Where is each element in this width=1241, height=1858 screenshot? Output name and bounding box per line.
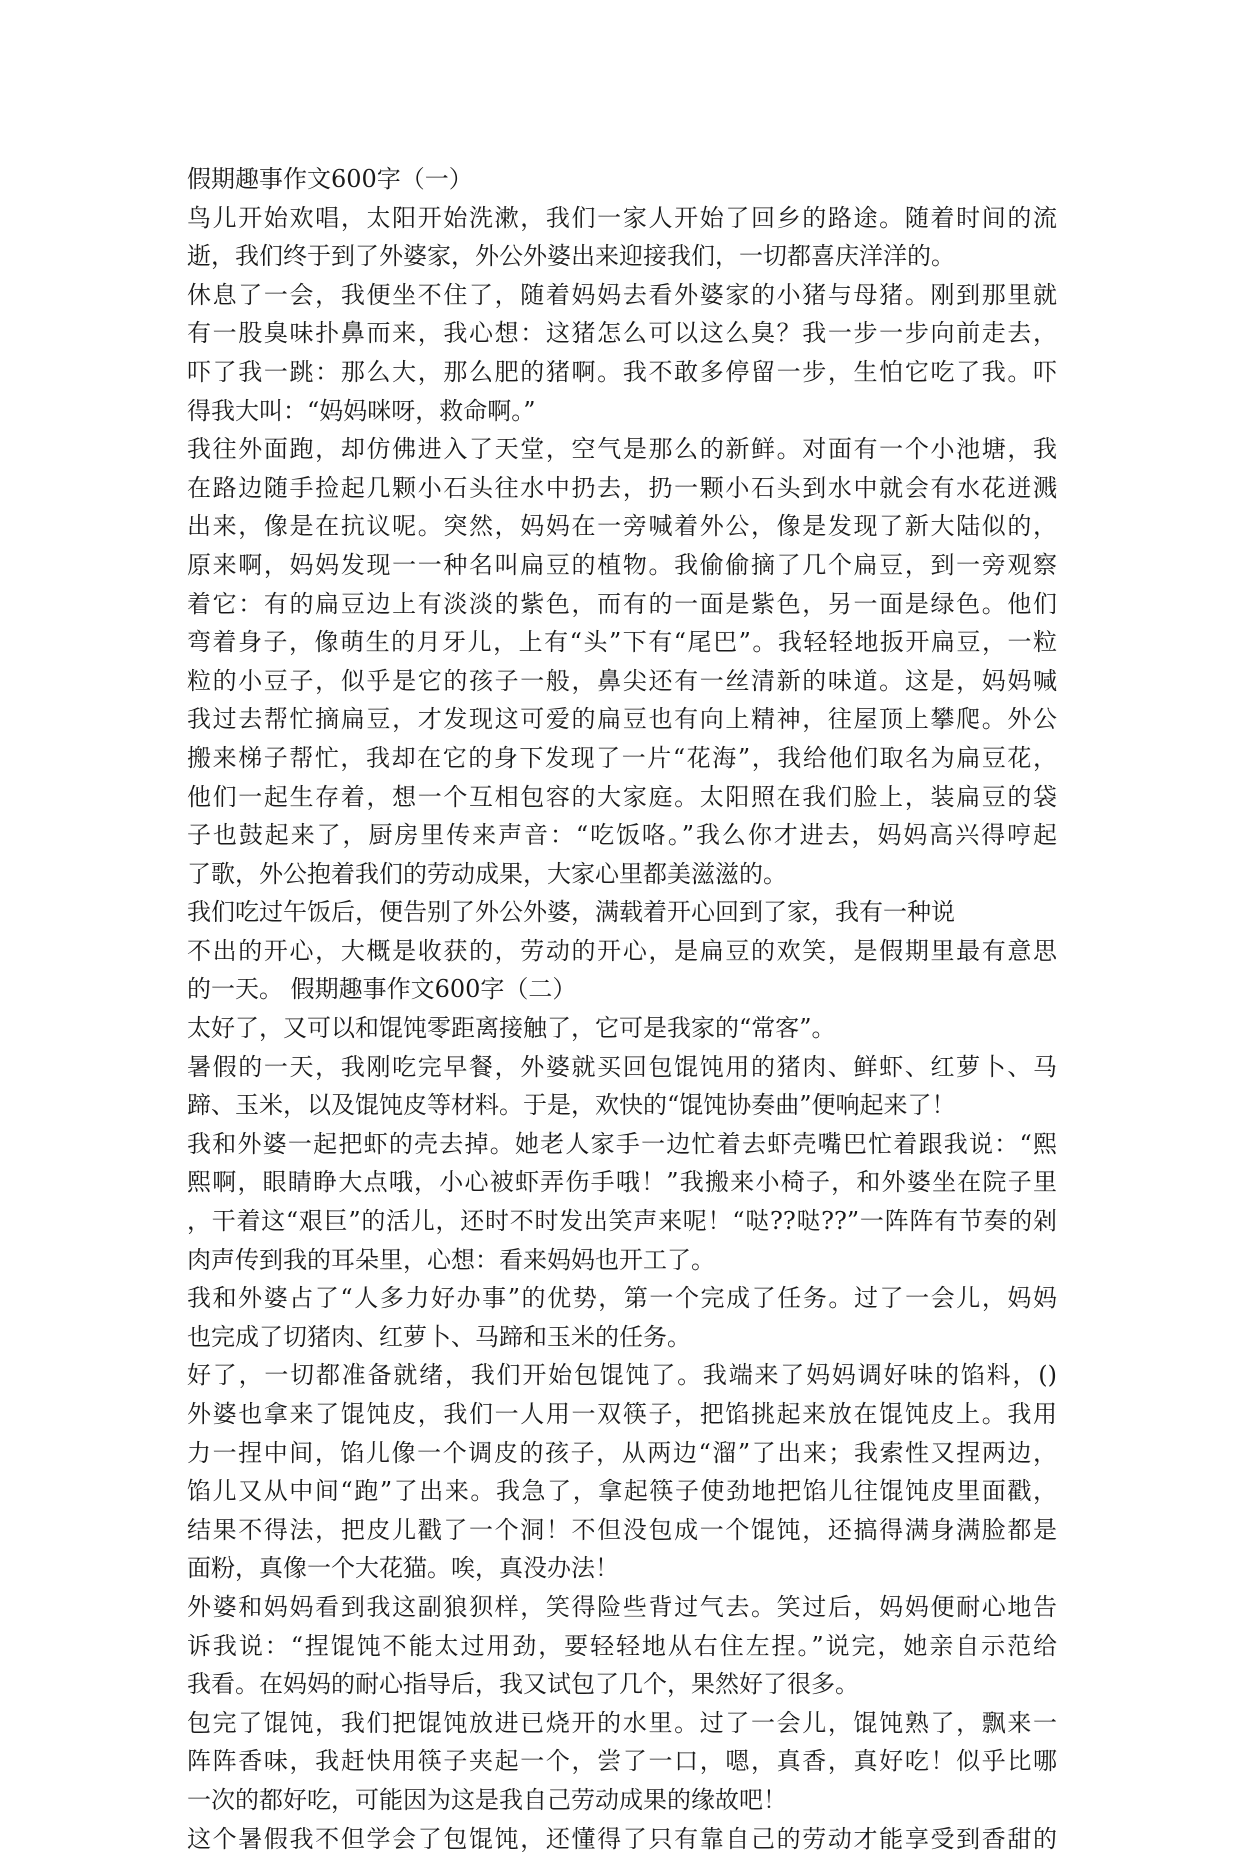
text-line: 面粉，真像一个大花猫。唉，真没办法！: [187, 1554, 619, 1583]
text-line: 外婆也拿来了馄饨皮，我们一人用一双筷子，把馅挑起来放在馄饨皮上。我用: [187, 1400, 1057, 1428]
text-line: 子也鼓起来了，厨房里传来声音：“吃饭咯。”我么你才进去，妈妈高兴得哼起: [187, 821, 1057, 850]
text-line: 我们吃过午饭后，便告别了外公外婆，满载着开心回到了家，我有一种说: [187, 898, 955, 927]
text-line: 出来，像是在抗议呢。突然，妈妈在一旁喊着外公，像是发现了新大陆似的，: [187, 512, 1057, 541]
text-line: 阵阵香味，我赶快用筷子夹起一个，尝了一口，嗯，真香，真好吃！似乎比哪: [187, 1747, 1057, 1776]
text-line: 这个暑假我不但学会了包馄饨，还懂得了只有靠自己的劳动才能享受到香甜的: [187, 1824, 1057, 1853]
text-line: 逝，我们终于到了外婆家，外公外婆出来迎接我们，一切都喜庆洋洋的。: [187, 242, 955, 271]
text-line: 我过去帮忙摘扁豆，才发现这可爱的扁豆也有向上精神，往屋顶上攀爬。外公: [187, 705, 1057, 734]
text-line: 好了，一切都准备就绪，我们开始包馄饨了。我端来了妈妈调好味的馅料，(): [187, 1361, 1057, 1390]
text-line: 不出的开心，大概是收获的，劳动的开心，是扁豆的欢笑，是假期里最有意思: [187, 936, 1057, 965]
text-line: 他们一起生存着，想一个互相包容的大家庭。太阳照在我们脸上，装扁豆的袋: [187, 782, 1057, 811]
text-line: ，干着这“艰巨”的活儿，还时不时发出笑声来呢！“哒??哒??”一阵阵有节奏的剁: [187, 1207, 1057, 1236]
text-line: 得我大叫：“妈妈咪呀，救命啊。”: [187, 396, 536, 425]
text-line: 在路边随手捡起几颗小石头往水中扔去，扔一颗小石头到水中就会有水花迸溅: [187, 473, 1057, 502]
text-line: 也完成了切猪肉、红萝卜、马蹄和玉米的任务。: [187, 1322, 691, 1351]
text-line: 搬来梯子帮忙，我却在它的身下发现了一片“花海”，我给他们取名为扁豆花，: [187, 743, 1057, 772]
text-line: 太好了，又可以和馄饨零距离接触了，它可是我家的“常客”。: [187, 1014, 836, 1043]
text-line: 休息了一会，我便坐不住了，随着妈妈去看外婆家的小猪与母猪。刚到那里就: [187, 280, 1057, 309]
text-line: 原来啊，妈妈发现一一种名叫扁豆的植物。我偷偷摘了几个扁豆，到一旁观察: [187, 550, 1057, 579]
text-line: 结果不得法，把皮儿戳了一个洞！不但没包成一个馄饨，还搞得满身满脸都是: [187, 1515, 1057, 1544]
text-line: 蹄、玉米，以及馄饨皮等材料。于是，欢快的“馄饨协奏曲”便响起来了！: [187, 1091, 956, 1120]
text-line: 鸟儿开始欢唱，太阳开始洗漱，我们一家人开始了回乡的路途。随着时间的流: [187, 203, 1057, 232]
text-line: 我和外婆一起把虾的壳去掉。她老人家手一边忙着去虾壳嘴巴忙着跟我说：“熙: [187, 1129, 1057, 1158]
text-line: 肉声传到我的耳朵里，心想：看来妈妈也开工了。: [187, 1245, 715, 1274]
document-page: [187, 160, 1057, 1858]
text-line: 力一捏中间，馅儿像一个调皮的孩子，从两边“溜”了出来；我索性又捏两边，: [187, 1438, 1057, 1467]
text-line: 我往外面跑，却仿佛进入了天堂，空气是那么的新鲜。对面有一个小池塘，我: [187, 435, 1057, 464]
text-line: 一次的都好吃，可能因为这是我自己劳动成果的缘故吧！: [187, 1785, 787, 1814]
text-line: 外婆和妈妈看到我这副狼狈样，笑得险些背过气去。笑过后，妈妈便耐心地告: [187, 1592, 1057, 1621]
text-line: 包完了馄饨，我们把馄饨放进已烧开的水里。过了一会儿，馄饨熟了，飘来一: [187, 1708, 1057, 1737]
text-line: 吓了我一跳：那么大，那么肥的猪啊。我不敢多停留一步，生怕它吃了我。吓: [187, 357, 1057, 386]
text-line: 馅儿又从中间“跑”了出来。我急了，拿起筷子使劲地把馅儿往馄饨皮里面戳，: [187, 1477, 1057, 1506]
text-line: 粒的小豆子，似乎是它的孩子一般，鼻尖还有一丝清新的味道。这是，妈妈喊: [187, 666, 1057, 695]
text-line: 着它：有的扁豆边上有淡淡的紫色，而有的一面是紫色，另一面是绿色。他们: [187, 589, 1057, 618]
text-line: 我看。在妈妈的耐心指导后，我又试包了几个，果然好了很多。: [187, 1670, 859, 1699]
text-line: 我和外婆占了“人多力好办事”的优势，第一个完成了任务。过了一会儿，妈妈: [187, 1284, 1057, 1313]
text-line: 暑假的一天，我刚吃完早餐，外婆就买回包馄饨用的猪肉、鲜虾、红萝卜、马: [187, 1052, 1057, 1081]
text-line: 的一天。 假期趣事作文600字（二）: [187, 975, 577, 1004]
text-line: 了歌，外公抱着我们的劳动成果，大家心里都美滋滋的。: [187, 859, 787, 888]
text-line: 弯着身子，像萌生的月牙儿，上有“头”下有“尾巴”。我轻轻地扳开扁豆，一粒: [187, 628, 1057, 657]
text-line: 诉我说：“捏馄饨不能太过用劲，要轻轻地从右住左捏。”说完，她亲自示范给: [187, 1631, 1057, 1660]
document-title: 假期趣事作文600字（一）: [187, 165, 473, 193]
text-line: 熙啊，眼睛睁大点哦，小心被虾弄伤手哦！”我搬来小椅子，和外婆坐在院子里: [187, 1168, 1057, 1197]
text-line: 有一股臭味扑鼻而来，我心想：这猪怎么可以这么臭？我一步一步向前走去，: [187, 319, 1057, 348]
